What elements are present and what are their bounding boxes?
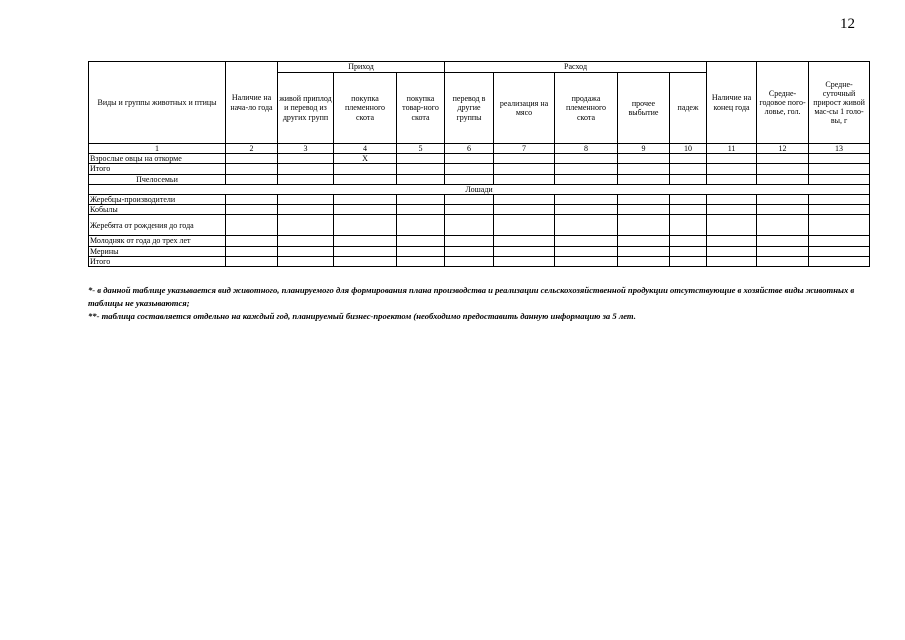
header-expense-sale-breed: продажа племенного скота xyxy=(555,73,618,144)
row-label: Молодняк от года до трех лет xyxy=(89,236,226,246)
cell[interactable] xyxy=(397,246,445,256)
header-income-group: Приход xyxy=(278,62,445,73)
cell[interactable] xyxy=(757,256,809,266)
cell[interactable] xyxy=(809,256,870,266)
header-daily-gain: Средне-суточный прирост живой мас-сы 1 голо-вы, г xyxy=(809,62,870,144)
table-row xyxy=(89,236,870,246)
cell[interactable] xyxy=(494,236,555,246)
column-number: 8 xyxy=(555,144,618,154)
table-row xyxy=(89,194,870,204)
cell[interactable] xyxy=(707,174,757,184)
cell[interactable] xyxy=(555,174,618,184)
cell[interactable] xyxy=(809,154,870,164)
cell[interactable] xyxy=(278,215,334,236)
cell[interactable] xyxy=(707,256,757,266)
livestock-movement-table xyxy=(88,61,870,267)
cell[interactable] xyxy=(445,246,494,256)
column-number: 3 xyxy=(278,144,334,154)
cell[interactable] xyxy=(397,174,445,184)
cell[interactable] xyxy=(278,164,334,174)
cell[interactable] xyxy=(494,246,555,256)
cell[interactable] xyxy=(809,246,870,256)
cell[interactable] xyxy=(445,194,494,204)
row-label: Взрослые овцы на откорме xyxy=(89,154,226,164)
column-number: 4 xyxy=(334,144,397,154)
cell[interactable] xyxy=(226,174,278,184)
cell[interactable] xyxy=(757,205,809,215)
cell[interactable] xyxy=(334,164,397,174)
cell[interactable] xyxy=(707,164,757,174)
column-number: 11 xyxy=(707,144,757,154)
cell[interactable] xyxy=(445,154,494,164)
header-expense-group: Расход xyxy=(445,62,707,73)
cell[interactable] xyxy=(555,256,618,266)
cell[interactable] xyxy=(334,174,397,184)
cell[interactable] xyxy=(670,174,707,184)
table-row xyxy=(89,215,870,236)
cell[interactable] xyxy=(278,194,334,204)
cell[interactable] xyxy=(555,236,618,246)
cell[interactable] xyxy=(278,154,334,164)
cell[interactable] xyxy=(809,164,870,174)
cell[interactable] xyxy=(757,246,809,256)
cell[interactable] xyxy=(278,236,334,246)
header-expense-loss: падеж xyxy=(670,73,707,144)
cell[interactable] xyxy=(397,154,445,164)
cell[interactable] xyxy=(278,174,334,184)
table-row xyxy=(89,246,870,256)
cell[interactable] xyxy=(618,174,670,184)
cell-mark[interactable]: Х xyxy=(334,154,397,164)
cell[interactable] xyxy=(670,154,707,164)
cell[interactable] xyxy=(226,205,278,215)
page-number: 12 xyxy=(840,16,855,32)
header-begin-year: Наличие на нача-ло года xyxy=(226,62,278,144)
cell[interactable] xyxy=(334,194,397,204)
header-end-year: Наличие на конец года xyxy=(707,62,757,144)
table-row-bees xyxy=(89,174,870,184)
cell[interactable] xyxy=(618,194,670,204)
cell[interactable] xyxy=(397,194,445,204)
column-numbers-row xyxy=(89,144,870,154)
cell[interactable] xyxy=(707,154,757,164)
cell[interactable] xyxy=(555,154,618,164)
cell[interactable] xyxy=(334,215,397,236)
header-income-buy-market: покупка товар-ного скота xyxy=(397,73,445,144)
row-label: Кобылы xyxy=(89,205,226,215)
row-label: Жеребята от рождения до года xyxy=(89,215,226,236)
header-expense-meat: реализация на мясо xyxy=(494,73,555,144)
cell[interactable] xyxy=(494,164,555,174)
cell[interactable] xyxy=(445,215,494,236)
cell[interactable] xyxy=(334,236,397,246)
cell[interactable] xyxy=(445,164,494,174)
cell[interactable] xyxy=(278,205,334,215)
header-income-buy-breed: покупка племенного скота xyxy=(334,73,397,144)
cell[interactable] xyxy=(707,205,757,215)
row-label-bees: Пчелосемьи xyxy=(89,174,226,184)
cell[interactable] xyxy=(494,174,555,184)
cell[interactable] xyxy=(226,236,278,246)
cell[interactable] xyxy=(226,246,278,256)
column-number: 12 xyxy=(757,144,809,154)
cell[interactable] xyxy=(757,154,809,164)
header-avg-headcount: Средне-годовое пого-ловье, гол. xyxy=(757,62,809,144)
cell[interactable] xyxy=(670,194,707,204)
cell[interactable] xyxy=(494,194,555,204)
header-expense-transfer: перевод в другие группы xyxy=(445,73,494,144)
cell[interactable] xyxy=(670,164,707,174)
table-row xyxy=(89,205,870,215)
cell[interactable] xyxy=(445,256,494,266)
cell[interactable] xyxy=(670,256,707,266)
cell[interactable] xyxy=(555,205,618,215)
cell[interactable] xyxy=(618,236,670,246)
cell[interactable] xyxy=(397,164,445,174)
cell[interactable] xyxy=(809,236,870,246)
cell[interactable] xyxy=(670,215,707,236)
cell[interactable] xyxy=(226,154,278,164)
column-number: 6 xyxy=(445,144,494,154)
cell[interactable] xyxy=(618,164,670,174)
section-title-horses: Лошади xyxy=(89,184,870,194)
cell[interactable] xyxy=(809,215,870,236)
row-label: Мерины xyxy=(89,246,226,256)
cell[interactable] xyxy=(757,215,809,236)
cell[interactable] xyxy=(670,236,707,246)
cell[interactable] xyxy=(555,215,618,236)
cell[interactable] xyxy=(809,205,870,215)
cell[interactable] xyxy=(757,194,809,204)
section-horses xyxy=(89,184,870,194)
cell[interactable] xyxy=(226,164,278,174)
cell[interactable] xyxy=(494,256,555,266)
row-label: Жеребцы-производители xyxy=(89,194,226,204)
cell[interactable] xyxy=(618,215,670,236)
cell[interactable] xyxy=(809,194,870,204)
cell[interactable] xyxy=(707,194,757,204)
cell[interactable] xyxy=(618,205,670,215)
cell[interactable] xyxy=(757,236,809,246)
cell[interactable] xyxy=(278,246,334,256)
table-row xyxy=(89,164,870,174)
header-species: Виды и группы животных и птицы xyxy=(89,62,226,144)
cell[interactable] xyxy=(397,205,445,215)
header-row-groups xyxy=(89,62,870,73)
cell[interactable] xyxy=(757,174,809,184)
footnote-1: *- в данной таблице указывается вид животного, планируемого для формирования плана производства и реализации сельскохозяйственной продукции отсутствующие в хозяйстве виды животных в таблицы не указываются; xyxy=(88,285,855,308)
cell[interactable] xyxy=(494,215,555,236)
column-number: 9 xyxy=(618,144,670,154)
row-label: Итого xyxy=(89,256,226,266)
table-row xyxy=(89,154,870,164)
column-number: 7 xyxy=(494,144,555,154)
cell[interactable] xyxy=(397,256,445,266)
cell[interactable] xyxy=(226,256,278,266)
cell[interactable] xyxy=(707,246,757,256)
cell[interactable] xyxy=(397,236,445,246)
column-number: 13 xyxy=(809,144,870,154)
cell[interactable] xyxy=(555,246,618,256)
cell[interactable] xyxy=(278,256,334,266)
cell[interactable] xyxy=(334,246,397,256)
cell[interactable] xyxy=(670,246,707,256)
cell[interactable] xyxy=(445,205,494,215)
cell[interactable] xyxy=(334,256,397,266)
cell[interactable] xyxy=(809,174,870,184)
cell[interactable] xyxy=(618,154,670,164)
footnotes xyxy=(88,284,878,323)
column-number: 10 xyxy=(670,144,707,154)
header-income-live-birth: живой приплод и перевод из других групп xyxy=(278,73,334,144)
table-row xyxy=(89,256,870,266)
cell[interactable] xyxy=(445,174,494,184)
cell[interactable] xyxy=(707,236,757,246)
cell[interactable] xyxy=(555,164,618,174)
cell[interactable] xyxy=(757,164,809,174)
cell[interactable] xyxy=(226,215,278,236)
cell[interactable] xyxy=(494,205,555,215)
header-expense-other: прочее выбытие xyxy=(618,73,670,144)
cell[interactable] xyxy=(555,194,618,204)
cell[interactable] xyxy=(707,215,757,236)
row-label: Итого xyxy=(89,164,226,174)
cell[interactable] xyxy=(226,194,278,204)
column-number: 2 xyxy=(226,144,278,154)
cell[interactable] xyxy=(397,215,445,236)
cell[interactable] xyxy=(670,205,707,215)
cell[interactable] xyxy=(494,154,555,164)
column-number: 1 xyxy=(89,144,226,154)
cell[interactable] xyxy=(618,256,670,266)
footnote-2: **- таблица составляется отдельно на каждый год, планируемый бизнес-проектом (необходимо предоставить данную информацию за 5 лет. xyxy=(88,311,636,321)
cell[interactable] xyxy=(445,236,494,246)
cell[interactable] xyxy=(618,246,670,256)
column-number: 5 xyxy=(397,144,445,154)
cell[interactable] xyxy=(334,205,397,215)
